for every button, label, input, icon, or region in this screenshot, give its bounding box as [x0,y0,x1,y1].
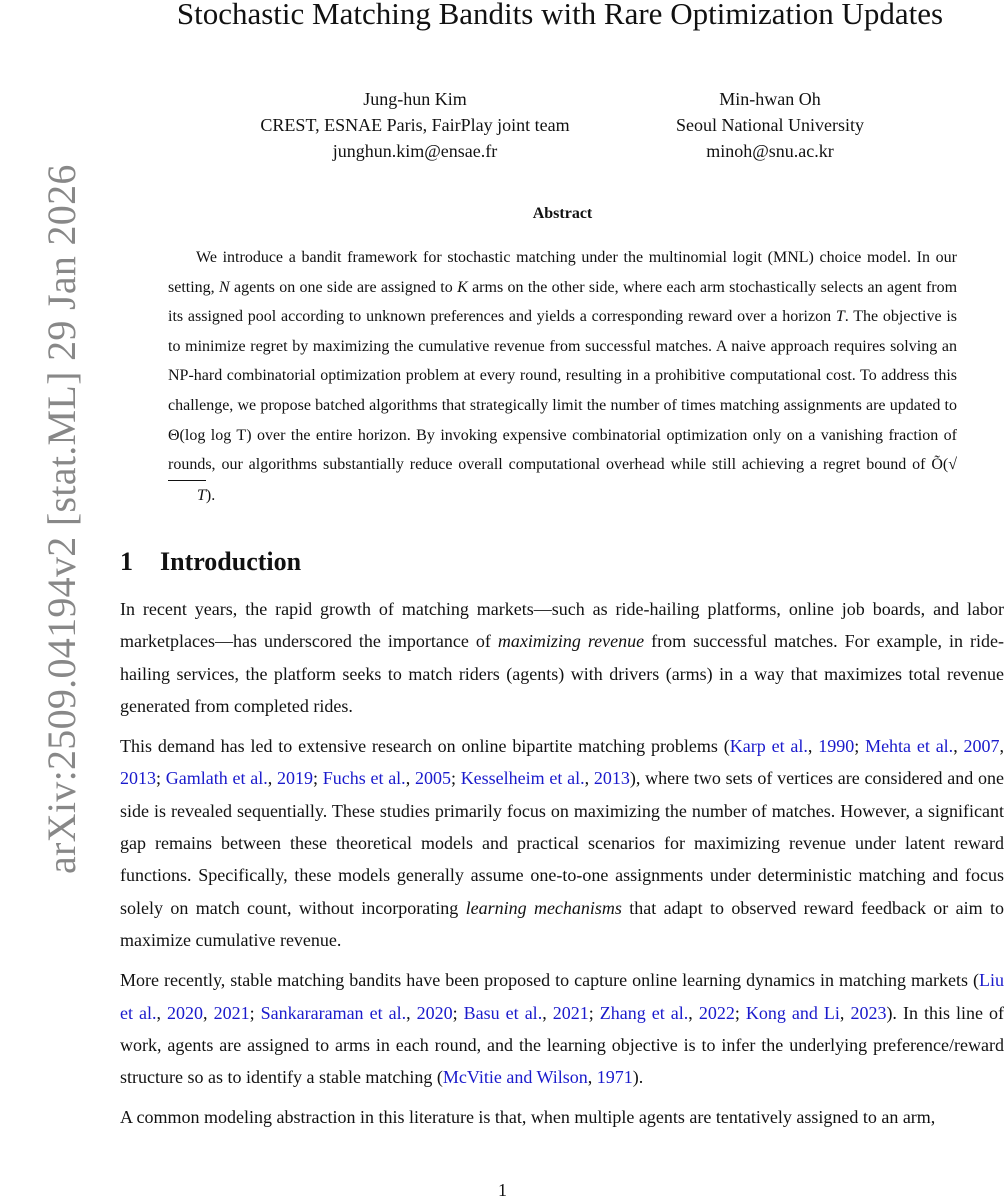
author-name: Jung-hun Kim [363,89,467,109]
section-number: 1 [120,547,133,576]
paragraph: This demand has led to extensive research on online bipartite matching problems (Karp et al., 1990; Mehta et al., 2007, 2013; Gamlath et al., 2019; Fuchs et al., 2005; Kesselheim et al., 2013), where two sets of vertices are considered and one side is revealed sequentially. These studies primarily focus on maximizing the number of matches. However, a significant gap remains between these theoretical models and practical scenarios for maximizing revenue under latent reward functions. Specifically, these models generally assume one-to-one assignments under deterministic matching and focus solely on match count, without incorporating learning mechanisms that adapt to observed reward feedback or aim to maximize cumulative revenue. [120,736,1005,950]
paragraph: In recent years, the rapid growth of matching markets—such as ride-hailing platforms, online job boards, and labor marketplaces—has underscored the importance of maximizing revenue from successful matches. For example, in ride-hailing services, the platform seeks to match riders (agents) with drivers (arms) in a way that maximizes total revenue generated from completed rides. [120,599,1005,716]
paragraph: More recently, stable matching bandits have been proposed to capture online learning dynamics in matching markets (Liu et al., 2020, 2021; Sankararaman et al., 2020; Basu et al., 2021; Zhang et al., 2022; Kong and Li, 2023). In this line of work, agents are assigned to arms in each round, and the learning objective is to infer the underlying preference/reward structure so as to identify a stable matching (McVitie and Wilson, 1971). [120,970,1005,1088]
paragraph: A common modeling abstraction in this literature is that, when multiple agents are tentatively assigned to an arm, [120,1107,936,1128]
math-T: T [835,308,845,326]
citation-link[interactable]: McVitie and Wilson [442,1067,588,1088]
author-block-2 [570,86,970,164]
citation-link[interactable]: 2020 [416,1002,453,1023]
author-email: junghun.kim@ensae.fr [332,141,498,161]
math-bound: Õ(√T). [168,456,957,504]
citation-link[interactable]: Fuchs et al. [322,768,406,789]
abstract-text: We introduce a bandit framework for stochastic matching under the multinomial logit (MNL) choice model. In our setting, N agents on one side are assigned to K arms on the other side, where each arm stochastically selects an agent from its assigned pool according to unknown preferences and yields a corresponding reward over a horizon T. The objective is to minimize regret by maximizing the cumulative revenue from successful matches. A naive approach requires solving an NP-hard combinatorial optimization problem at every round, resulting in a prohibitive computational cost. To address this challenge, we propose batched algorithms that strategically limit the number of times matching assignments are updated to Θ(log log T) over the entire horizon. By invoking expensive combinatorial optimization only on a vanishing fraction of rounds, our algorithms substantially reduce overall computational overhead while still achieving a regret bound of Õ(√T). [168,243,957,510]
citation-link[interactable]: 1990 [818,736,855,757]
abstract-heading: Abstract [532,205,593,222]
page-number: 1 [498,1180,507,1200]
paper-title: Stochastic Matching Bandits with Rare Optimization Updates [176,0,944,31]
citation-link[interactable]: Kong and Li [745,1002,840,1023]
citation-link[interactable]: 2021 [552,1002,589,1023]
arxiv-stamp: arXiv:2509.04194v2 [stat.ML] 29 Jan 2026 [39,164,84,874]
section-heading-introduction [120,547,301,577]
citation-link[interactable]: 2005 [414,768,451,789]
citation-link[interactable]: Gamlath et al. [165,768,268,789]
citation-link[interactable]: 2007 [963,736,1000,757]
citation-link[interactable]: Mehta et al. [865,736,954,757]
author-name: Min-hwan Oh [719,89,821,109]
author-email: minoh@snu.ac.kr [706,141,834,161]
citation-link[interactable]: Sankararaman et al. [260,1002,407,1023]
citation-link[interactable]: 2019 [276,768,313,789]
author-affiliation: CREST, ESNAE Paris, FairPlay joint team [260,115,570,135]
author-block-1 [215,86,615,164]
arxiv-sidebar [0,164,84,874]
citation-link[interactable]: 2013 [120,768,156,789]
math-N: N [219,278,230,296]
math-theta: Θ(log log T) [168,426,252,444]
math-K: K [457,278,468,296]
citation-link[interactable]: Liu et al. [120,970,1004,1023]
citation-link[interactable]: Zhang et al. [599,1002,689,1023]
citation-link[interactable]: Basu et al. [463,1002,543,1023]
citation-link[interactable]: 2022 [698,1002,735,1023]
citation-link[interactable]: 2013 [593,768,630,789]
section-title: Introduction [160,547,302,576]
citation-link[interactable]: 2021 [213,1002,250,1023]
citation-link[interactable]: Kesselheim et al. [460,768,585,789]
citation-link[interactable]: 2023 [850,1002,887,1023]
author-affiliation: Seoul National University [676,115,864,135]
citation-link[interactable]: 2020 [167,1002,204,1023]
body-text [120,578,1004,1142]
citation-link[interactable]: Karp et al. [729,736,808,757]
citation-link[interactable]: 1971 [596,1067,633,1088]
